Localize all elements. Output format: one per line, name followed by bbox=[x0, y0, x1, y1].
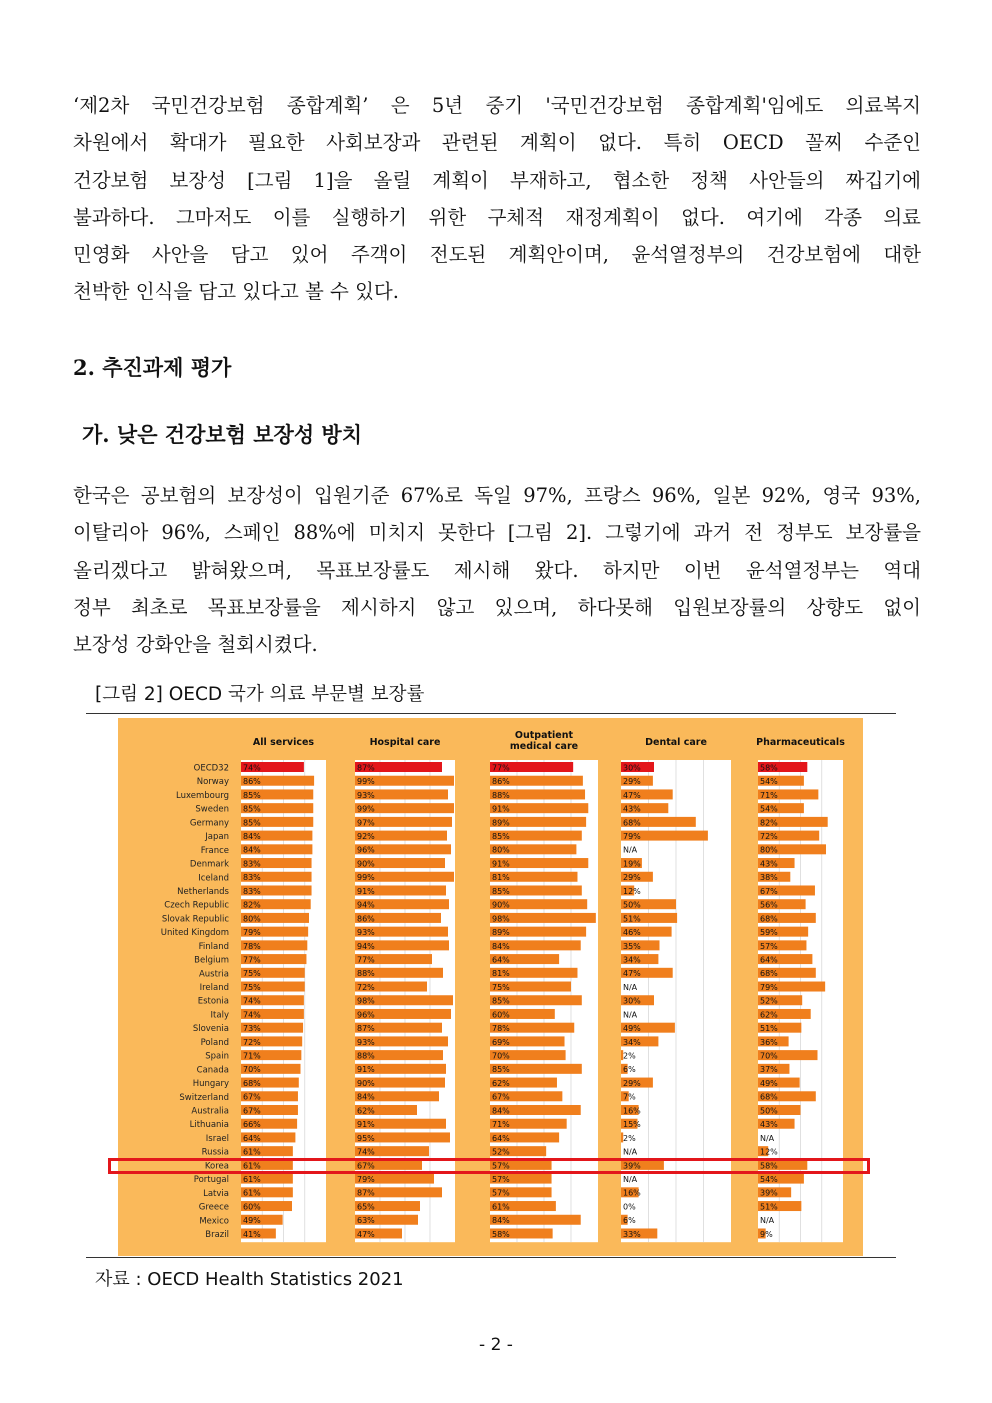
value-label-all-services-luxembourg: 85% bbox=[243, 790, 261, 800]
value-label-all-services-netherlands: 83% bbox=[243, 886, 261, 896]
value-label-all-services-mexico: 49% bbox=[243, 1216, 261, 1226]
value-label-pharmaceuticals-russia: 12% bbox=[760, 1147, 778, 1157]
value-label-all-services-norway: 86% bbox=[243, 777, 261, 787]
value-label-dental-care-hungary: 29% bbox=[623, 1078, 641, 1088]
value-label-pharmaceuticals-italy: 62% bbox=[760, 1010, 778, 1020]
value-label-dental-care-australia: 16% bbox=[623, 1106, 641, 1116]
value-label-all-services-brazil: 41% bbox=[243, 1229, 261, 1239]
value-label-hospital-care-russia: 74% bbox=[357, 1147, 375, 1157]
value-label-dental-care-slovak-republic: 51% bbox=[623, 914, 641, 924]
value-label-pharmaceuticals-lithuania: 43% bbox=[760, 1120, 778, 1130]
category-label-portugal: Portugal bbox=[193, 1175, 229, 1186]
value-label-dental-care-mexico: 6% bbox=[623, 1216, 636, 1226]
value-label-all-services-oecd32: 74% bbox=[243, 763, 261, 773]
value-label-pharmaceuticals-japan: 72% bbox=[760, 832, 778, 841]
value-label-all-services-portugal: 61% bbox=[243, 1175, 261, 1184]
value-label-dental-care-greece: 0% bbox=[623, 1202, 636, 1212]
value-label-outpatient-medical-care-estonia: 85% bbox=[492, 996, 510, 1006]
value-label-pharmaceuticals-finland: 57% bbox=[760, 941, 778, 951]
category-label-germany: Germany bbox=[189, 818, 229, 829]
value-label-hospital-care-netherlands: 91% bbox=[357, 886, 375, 896]
value-label-pharmaceuticals-ireland: 79% bbox=[760, 982, 778, 992]
value-label-pharmaceuticals-belgium: 64% bbox=[760, 955, 778, 965]
value-label-dental-care-japan: 79% bbox=[623, 832, 641, 841]
series-header-dental-care: Dental care bbox=[645, 737, 707, 748]
source-rule bbox=[86, 1257, 896, 1258]
text-line: 건강보험 보장성 [그림 1]을 올릴 계획이 부재하고, 협소한 정책 사안들의 짜깁기에 bbox=[73, 168, 921, 192]
category-label-greece: Greece bbox=[198, 1202, 229, 1213]
value-label-hospital-care-oecd32: 87% bbox=[357, 763, 375, 773]
value-label-hospital-care-mexico: 63% bbox=[357, 1216, 375, 1226]
category-label-austria: Austria bbox=[198, 969, 229, 980]
text-line: 천박한 인식을 담고 있다고 볼 수 있다. bbox=[73, 280, 399, 304]
category-label-united-kingdom: United Kingdom bbox=[160, 928, 229, 939]
value-label-pharmaceuticals-germany: 82% bbox=[760, 818, 778, 828]
value-label-dental-care-sweden: 43% bbox=[623, 804, 641, 814]
value-label-outpatient-medical-care-austria: 81% bbox=[492, 969, 510, 979]
value-label-pharmaceuticals-canada: 37% bbox=[760, 1065, 778, 1075]
value-label-hospital-care-korea: 67% bbox=[357, 1161, 375, 1171]
value-label-all-services-ireland: 75% bbox=[243, 982, 261, 992]
source-note: 자료 : OECD Health Statistics 2021 bbox=[95, 1269, 404, 1290]
series-header-hospital-care: Hospital care bbox=[369, 737, 441, 748]
value-label-dental-care-ireland: N/A bbox=[623, 982, 638, 992]
value-label-outpatient-medical-care-russia: 52% bbox=[492, 1147, 510, 1157]
text-line: 차원에서 확대가 필요한 사회보장과 관련된 계획이 없다. 특히 OECD 꼴찌 수준인 bbox=[73, 131, 921, 155]
category-label-slovak-republic: Slovak Republic bbox=[161, 914, 229, 925]
caption-rule bbox=[86, 713, 896, 714]
value-label-all-services-israel: 64% bbox=[243, 1133, 261, 1143]
value-label-dental-care-canada: 6% bbox=[623, 1065, 636, 1075]
value-label-dental-care-switzerland: 7% bbox=[623, 1092, 636, 1102]
value-label-all-services-france: 84% bbox=[243, 845, 261, 855]
value-label-dental-care-united-kingdom: 46% bbox=[623, 928, 641, 938]
value-label-hospital-care-australia: 62% bbox=[357, 1106, 375, 1116]
value-label-outpatient-medical-care-spain: 70% bbox=[492, 1051, 510, 1061]
value-label-outpatient-medical-care-switzerland: 67% bbox=[492, 1092, 510, 1102]
value-label-hospital-care-belgium: 77% bbox=[357, 955, 375, 965]
category-label-switzerland: Switzerland bbox=[179, 1092, 229, 1103]
value-label-pharmaceuticals-brazil: 9% bbox=[760, 1229, 773, 1239]
value-label-pharmaceuticals-korea: 58% bbox=[760, 1161, 778, 1171]
text-line: 보장성 강화안을 철회시켰다. bbox=[73, 633, 318, 657]
text-line: 민영화 사안을 담고 있어 주객이 전도된 계획안이며, 윤석열정부의 건강보험에 대한 bbox=[73, 243, 921, 267]
category-label-luxembourg: Luxembourg bbox=[176, 790, 229, 801]
value-label-all-services-hungary: 68% bbox=[243, 1078, 261, 1088]
value-label-all-services-lithuania: 66% bbox=[243, 1120, 261, 1130]
category-label-hungary: Hungary bbox=[192, 1079, 229, 1090]
value-label-hospital-care-slovak-republic: 86% bbox=[357, 914, 375, 924]
value-label-all-services-sweden: 85% bbox=[243, 804, 261, 814]
value-label-pharmaceuticals-denmark: 43% bbox=[760, 859, 778, 869]
series-header-outpatient-medical-care: Outpatient bbox=[514, 730, 574, 741]
category-label-ireland: Ireland bbox=[199, 983, 229, 994]
value-label-dental-care-brazil: 33% bbox=[623, 1229, 641, 1239]
category-label-australia: Australia bbox=[191, 1106, 229, 1117]
value-label-hospital-care-austria: 88% bbox=[357, 969, 375, 979]
value-label-dental-care-slovenia: 49% bbox=[623, 1024, 641, 1034]
category-label-korea: Korea bbox=[204, 1161, 229, 1172]
value-label-pharmaceuticals-latvia: 39% bbox=[760, 1188, 778, 1198]
category-label-czech-republic: Czech Republic bbox=[164, 900, 229, 911]
value-label-hospital-care-poland: 93% bbox=[357, 1037, 375, 1047]
value-label-outpatient-medical-care-lithuania: 71% bbox=[492, 1120, 510, 1130]
value-label-dental-care-austria: 47% bbox=[623, 969, 641, 979]
value-label-dental-care-korea: 39% bbox=[623, 1161, 641, 1171]
value-label-outpatient-medical-care-denmark: 91% bbox=[492, 859, 510, 869]
value-label-outpatient-medical-care-brazil: 58% bbox=[492, 1229, 510, 1239]
value-label-hospital-care-luxembourg: 93% bbox=[357, 790, 375, 800]
category-label-italy: Italy bbox=[210, 1010, 229, 1021]
value-label-all-services-germany: 85% bbox=[243, 818, 261, 828]
value-label-hospital-care-france: 96% bbox=[357, 845, 375, 855]
value-label-all-services-czech-republic: 82% bbox=[243, 900, 261, 910]
value-label-pharmaceuticals-france: 80% bbox=[760, 845, 778, 855]
value-label-hospital-care-israel: 95% bbox=[357, 1133, 375, 1143]
value-label-pharmaceuticals-israel: N/A bbox=[760, 1133, 775, 1143]
category-label-iceland: Iceland bbox=[198, 873, 229, 884]
value-label-hospital-care-portugal: 79% bbox=[357, 1175, 375, 1184]
value-label-hospital-care-germany: 97% bbox=[357, 818, 375, 828]
value-label-hospital-care-italy: 96% bbox=[357, 1010, 375, 1020]
value-label-pharmaceuticals-portugal: 54% bbox=[760, 1175, 778, 1184]
value-label-hospital-care-brazil: 47% bbox=[357, 1229, 375, 1239]
value-label-dental-care-norway: 29% bbox=[623, 777, 641, 787]
value-label-all-services-spain: 71% bbox=[243, 1051, 261, 1061]
value-label-hospital-care-hungary: 90% bbox=[357, 1078, 375, 1088]
value-label-outpatient-medical-care-slovak-republic: 98% bbox=[492, 914, 510, 924]
value-label-pharmaceuticals-spain: 70% bbox=[760, 1051, 778, 1061]
value-label-all-services-italy: 74% bbox=[243, 1010, 261, 1020]
value-label-all-services-austria: 75% bbox=[243, 969, 261, 979]
figure-caption: [그림 2] OECD 국가 의료 부문별 보장률 bbox=[95, 684, 425, 705]
category-label-belgium: Belgium bbox=[194, 955, 229, 966]
coverage-paragraph bbox=[73, 477, 921, 663]
value-label-pharmaceuticals-slovenia: 51% bbox=[760, 1024, 778, 1034]
value-label-all-services-finland: 78% bbox=[243, 941, 261, 951]
category-label-spain: Spain bbox=[205, 1051, 229, 1062]
value-label-pharmaceuticals-estonia: 52% bbox=[760, 996, 778, 1006]
value-label-all-services-switzerland: 67% bbox=[243, 1092, 261, 1102]
value-label-pharmaceuticals-luxembourg: 71% bbox=[760, 790, 778, 800]
coverage-chart bbox=[118, 718, 863, 1256]
value-label-all-services-latvia: 61% bbox=[243, 1188, 261, 1198]
value-label-hospital-care-united-kingdom: 93% bbox=[357, 928, 375, 938]
value-label-hospital-care-canada: 91% bbox=[357, 1065, 375, 1075]
value-label-all-services-korea: 61% bbox=[243, 1161, 261, 1171]
value-label-outpatient-medical-care-iceland: 81% bbox=[492, 873, 510, 883]
value-label-outpatient-medical-care-ireland: 75% bbox=[492, 982, 510, 992]
subsection-heading: 가. 낮은 건강보험 보장성 방치 bbox=[82, 422, 362, 447]
value-label-dental-care-czech-republic: 50% bbox=[623, 900, 641, 910]
text-line: 한국은 공보험의 보장성이 입원기준 67%로 독일 97%, 프랑스 96%, 일본 92%, 영국 93%, bbox=[73, 484, 921, 507]
value-label-hospital-care-estonia: 98% bbox=[357, 996, 375, 1006]
value-label-outpatient-medical-care-poland: 69% bbox=[492, 1037, 510, 1047]
coverage-chart-svg bbox=[118, 718, 863, 1256]
category-label-sweden: Sweden bbox=[195, 804, 229, 815]
value-label-dental-care-germany: 68% bbox=[623, 818, 641, 828]
category-label-latvia: Latvia bbox=[203, 1188, 229, 1199]
value-label-dental-care-italy: N/A bbox=[623, 1010, 638, 1020]
value-label-all-services-canada: 70% bbox=[243, 1065, 261, 1075]
value-label-pharmaceuticals-switzerland: 68% bbox=[760, 1092, 778, 1102]
value-label-outpatient-medical-care-oecd32: 77% bbox=[492, 763, 510, 773]
value-label-dental-care-oecd32: 30% bbox=[623, 763, 641, 773]
value-label-pharmaceuticals-sweden: 54% bbox=[760, 804, 778, 814]
value-label-outpatient-medical-care-sweden: 91% bbox=[492, 804, 510, 814]
value-label-hospital-care-denmark: 90% bbox=[357, 859, 375, 869]
value-label-dental-care-estonia: 30% bbox=[623, 996, 641, 1006]
category-label-canada: Canada bbox=[196, 1065, 229, 1076]
value-label-hospital-care-spain: 88% bbox=[357, 1051, 375, 1061]
value-label-all-services-denmark: 83% bbox=[243, 859, 261, 869]
value-label-all-services-united-kingdom: 79% bbox=[243, 928, 261, 938]
value-label-outpatient-medical-care-australia: 84% bbox=[492, 1106, 510, 1116]
value-label-all-services-belgium: 77% bbox=[243, 955, 261, 965]
value-label-outpatient-medical-care-finland: 84% bbox=[492, 941, 510, 951]
value-label-dental-care-lithuania: 15% bbox=[623, 1120, 641, 1130]
value-label-outpatient-medical-care-united-kingdom: 89% bbox=[492, 928, 510, 938]
value-label-pharmaceuticals-norway: 54% bbox=[760, 777, 778, 787]
value-label-outpatient-medical-care-hungary: 62% bbox=[492, 1078, 510, 1088]
category-label-russia: Russia bbox=[201, 1147, 229, 1158]
value-label-dental-care-spain: 2% bbox=[623, 1051, 636, 1061]
series-header-all-services: All services bbox=[252, 737, 315, 748]
category-label-oecd32: OECD32 bbox=[193, 763, 229, 774]
value-label-hospital-care-sweden: 99% bbox=[357, 804, 375, 814]
value-label-pharmaceuticals-poland: 36% bbox=[760, 1037, 778, 1047]
category-label-finland: Finland bbox=[198, 941, 229, 952]
value-label-dental-care-latvia: 16% bbox=[623, 1188, 641, 1198]
value-label-pharmaceuticals-hungary: 49% bbox=[760, 1078, 778, 1088]
value-label-hospital-care-iceland: 99% bbox=[357, 873, 375, 883]
text-line: 정부 최초로 목표보장률을 제시하지 않고 있으며, 하다못해 입원보장률의 상향도 없이 bbox=[73, 595, 921, 619]
value-label-pharmaceuticals-oecd32: 58% bbox=[760, 763, 778, 773]
value-label-all-services-russia: 61% bbox=[243, 1147, 261, 1157]
category-label-estonia: Estonia bbox=[197, 996, 229, 1007]
value-label-pharmaceuticals-iceland: 38% bbox=[760, 873, 778, 883]
category-label-brazil: Brazil bbox=[205, 1229, 229, 1240]
text-line: 이탈리아 96%, 스페인 88%에 미치지 못한다 [그림 2]. 그렇기에 과거 전 정부도 보장률을 bbox=[73, 521, 921, 545]
value-label-dental-care-poland: 34% bbox=[623, 1037, 641, 1047]
intro-paragraph bbox=[73, 87, 921, 311]
value-label-pharmaceuticals-czech-republic: 56% bbox=[760, 900, 778, 910]
category-label-mexico: Mexico bbox=[199, 1216, 229, 1227]
value-label-outpatient-medical-care-netherlands: 85% bbox=[492, 886, 510, 896]
value-label-pharmaceuticals-greece: 51% bbox=[760, 1202, 778, 1212]
value-label-hospital-care-greece: 65% bbox=[357, 1202, 375, 1212]
category-label-poland: Poland bbox=[200, 1037, 229, 1048]
value-label-hospital-care-norway: 99% bbox=[357, 777, 375, 787]
value-label-outpatient-medical-care-portugal: 57% bbox=[492, 1175, 510, 1184]
value-label-pharmaceuticals-slovak-republic: 68% bbox=[760, 914, 778, 924]
value-label-hospital-care-czech-republic: 94% bbox=[357, 900, 375, 910]
series-header-pharmaceuticals: Pharmaceuticals bbox=[756, 737, 845, 748]
value-label-all-services-australia: 67% bbox=[243, 1106, 261, 1116]
value-label-hospital-care-japan: 92% bbox=[357, 832, 375, 841]
value-label-dental-care-luxembourg: 47% bbox=[623, 790, 641, 800]
value-label-dental-care-russia: N/A bbox=[623, 1147, 638, 1157]
korea-highlight-box bbox=[108, 1158, 870, 1174]
value-label-all-services-greece: 60% bbox=[243, 1202, 261, 1212]
text-line: 올리겠다고 밝혀왔으며, 목표보장률도 제시해 왔다. 하지만 이번 윤석열정부는 역대 bbox=[73, 558, 921, 582]
value-label-outpatient-medical-care-canada: 85% bbox=[492, 1065, 510, 1075]
section-heading: 2. 추진과제 평가 bbox=[73, 355, 232, 380]
value-label-hospital-care-finland: 94% bbox=[357, 941, 375, 951]
category-label-lithuania: Lithuania bbox=[189, 1120, 229, 1131]
series-header-outpatient-medical-care-line2: medical care bbox=[509, 741, 579, 752]
category-label-denmark: Denmark bbox=[189, 859, 229, 870]
value-label-outpatient-medical-care-belgium: 64% bbox=[492, 955, 510, 965]
page-number: - 2 - bbox=[479, 1335, 513, 1355]
value-label-outpatient-medical-care-latvia: 57% bbox=[492, 1188, 510, 1198]
value-label-all-services-slovenia: 73% bbox=[243, 1024, 261, 1034]
category-label-netherlands: Netherlands bbox=[177, 886, 229, 897]
category-label-japan: Japan bbox=[205, 832, 229, 843]
value-label-pharmaceuticals-netherlands: 67% bbox=[760, 886, 778, 896]
value-label-pharmaceuticals-united-kingdom: 59% bbox=[760, 928, 778, 938]
value-label-outpatient-medical-care-luxembourg: 88% bbox=[492, 790, 510, 800]
category-label-slovenia: Slovenia bbox=[192, 1024, 229, 1035]
value-label-all-services-poland: 72% bbox=[243, 1037, 261, 1047]
value-label-outpatient-medical-care-france: 80% bbox=[492, 845, 510, 855]
value-label-dental-care-finland: 35% bbox=[623, 941, 641, 951]
value-label-outpatient-medical-care-korea: 57% bbox=[492, 1161, 510, 1171]
value-label-outpatient-medical-care-slovenia: 78% bbox=[492, 1024, 510, 1034]
category-label-israel: Israel bbox=[205, 1133, 229, 1144]
value-label-hospital-care-lithuania: 91% bbox=[357, 1120, 375, 1130]
value-label-dental-care-portugal: N/A bbox=[623, 1175, 638, 1184]
value-label-pharmaceuticals-australia: 50% bbox=[760, 1106, 778, 1116]
value-label-pharmaceuticals-mexico: N/A bbox=[760, 1216, 775, 1226]
value-label-dental-care-france: N/A bbox=[623, 845, 638, 855]
category-label-france: France bbox=[200, 845, 229, 856]
value-label-dental-care-netherlands: 12% bbox=[623, 886, 641, 896]
value-label-pharmaceuticals-austria: 68% bbox=[760, 969, 778, 979]
value-label-dental-care-belgium: 34% bbox=[623, 955, 641, 965]
value-label-outpatient-medical-care-japan: 85% bbox=[492, 832, 510, 841]
text-line: ‘제2차 국민건강보험 종합계획’ 은 5년 중기 '국민건강보험 종합계획'임에도 의료복지 bbox=[73, 94, 921, 117]
value-label-hospital-care-slovenia: 87% bbox=[357, 1024, 375, 1034]
value-label-all-services-iceland: 83% bbox=[243, 873, 261, 883]
value-label-outpatient-medical-care-italy: 60% bbox=[492, 1010, 510, 1020]
value-label-outpatient-medical-care-greece: 61% bbox=[492, 1202, 510, 1212]
value-label-hospital-care-latvia: 87% bbox=[357, 1188, 375, 1198]
value-label-outpatient-medical-care-germany: 89% bbox=[492, 818, 510, 828]
value-label-dental-care-iceland: 29% bbox=[623, 873, 641, 883]
value-label-dental-care-denmark: 19% bbox=[623, 859, 641, 869]
value-label-hospital-care-switzerland: 84% bbox=[357, 1092, 375, 1102]
value-label-dental-care-israel: 2% bbox=[623, 1133, 636, 1143]
category-label-norway: Norway bbox=[196, 777, 229, 788]
value-label-all-services-slovak-republic: 80% bbox=[243, 914, 261, 924]
value-label-outpatient-medical-care-mexico: 84% bbox=[492, 1216, 510, 1226]
value-label-outpatient-medical-care-israel: 64% bbox=[492, 1133, 510, 1143]
value-label-outpatient-medical-care-norway: 86% bbox=[492, 777, 510, 787]
text-line: 불과하다. 그마저도 이를 실행하기 위한 구체적 재정계획이 없다. 여기에 각종 의료 bbox=[73, 205, 921, 229]
value-label-outpatient-medical-care-czech-republic: 90% bbox=[492, 900, 510, 910]
value-label-all-services-japan: 84% bbox=[243, 832, 261, 841]
value-label-all-services-estonia: 74% bbox=[243, 996, 261, 1006]
value-label-hospital-care-ireland: 72% bbox=[357, 982, 375, 992]
